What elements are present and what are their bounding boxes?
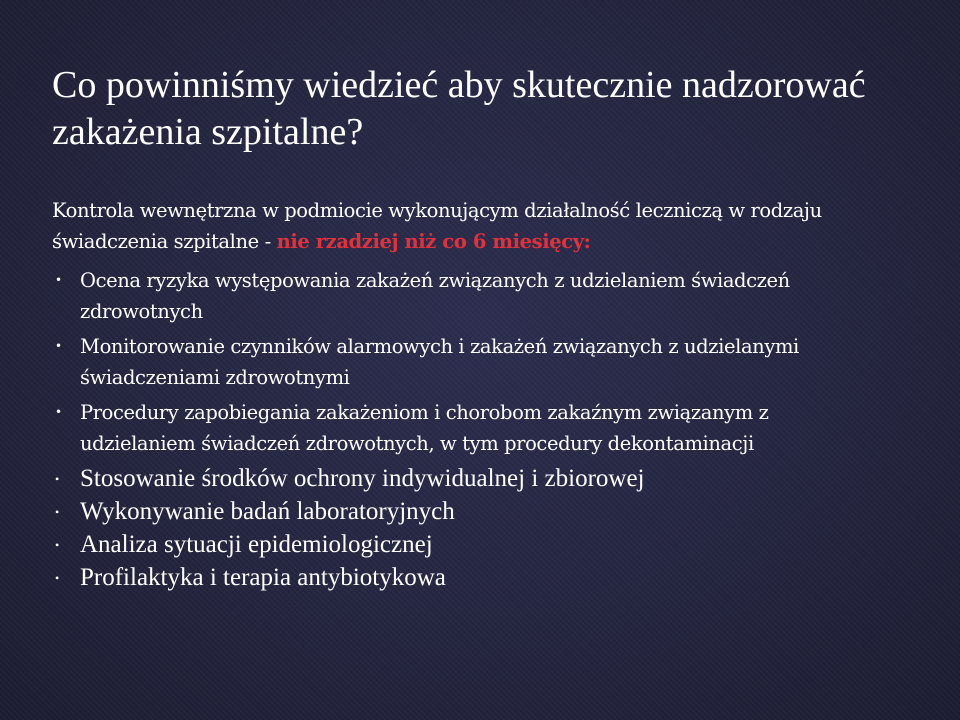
bullet-icon: • (55, 339, 62, 353)
bullet-item-procedures (52, 397, 862, 459)
bullet-text: Monitorowanie czynników alarmowych i zakażeń związanych z udzielanymi świadczeniami zdrowotnymi (80, 335, 799, 389)
bullet-icon: • (55, 505, 60, 519)
bullet-text: Procedury zapobiegania zakażeniom i chorobom zakaźnym związanym z udzielaniem świadczeń zdrowotnych, w tym procedury dekontaminacji (80, 401, 769, 455)
bullet-text: Wykonywanie badań laboratoryjnych (80, 498, 455, 525)
bullet-item-lab-tests (52, 496, 862, 528)
bullet-item-risk-assessment (52, 265, 862, 327)
bullet-icon: • (55, 405, 62, 419)
bullet-item-monitoring (52, 331, 862, 393)
intro-paragraph (52, 195, 862, 257)
intro-highlight: nie rzadziej niż co 6 miesięcy: (276, 230, 591, 253)
slide-body (52, 195, 862, 595)
bullet-text: Profilaktyka i terapia antybiotykowa (80, 564, 446, 591)
bullet-item-epidemiology (52, 529, 862, 561)
bullet-icon: • (55, 273, 62, 287)
bullet-item-protection (52, 463, 862, 495)
bullet-text: Analiza sytuacji epidemiologicznej (80, 531, 433, 558)
bullet-text: Ocena ryzyka występowania zakażeń związanych z udzielaniem świadczeń zdrowotnych (80, 269, 790, 323)
bullet-icon: • (55, 571, 60, 585)
bullet-text: Stosowanie środków ochrony indywidualnej i zbiorowej (80, 465, 645, 492)
bullet-icon: • (55, 472, 60, 486)
bullet-list (52, 265, 862, 594)
slide-title: Co powinniśmy wiedzieć aby skutecznie nadzorować zakażenia szpitalne? (52, 64, 866, 153)
bullet-item-antibiotics (52, 562, 862, 594)
intro-text: Kontrola wewnętrzna w podmiocie wykonującym działalność leczniczą w rodzaju świadczenia szpitalne - (52, 199, 822, 253)
bullet-icon: • (55, 538, 60, 552)
